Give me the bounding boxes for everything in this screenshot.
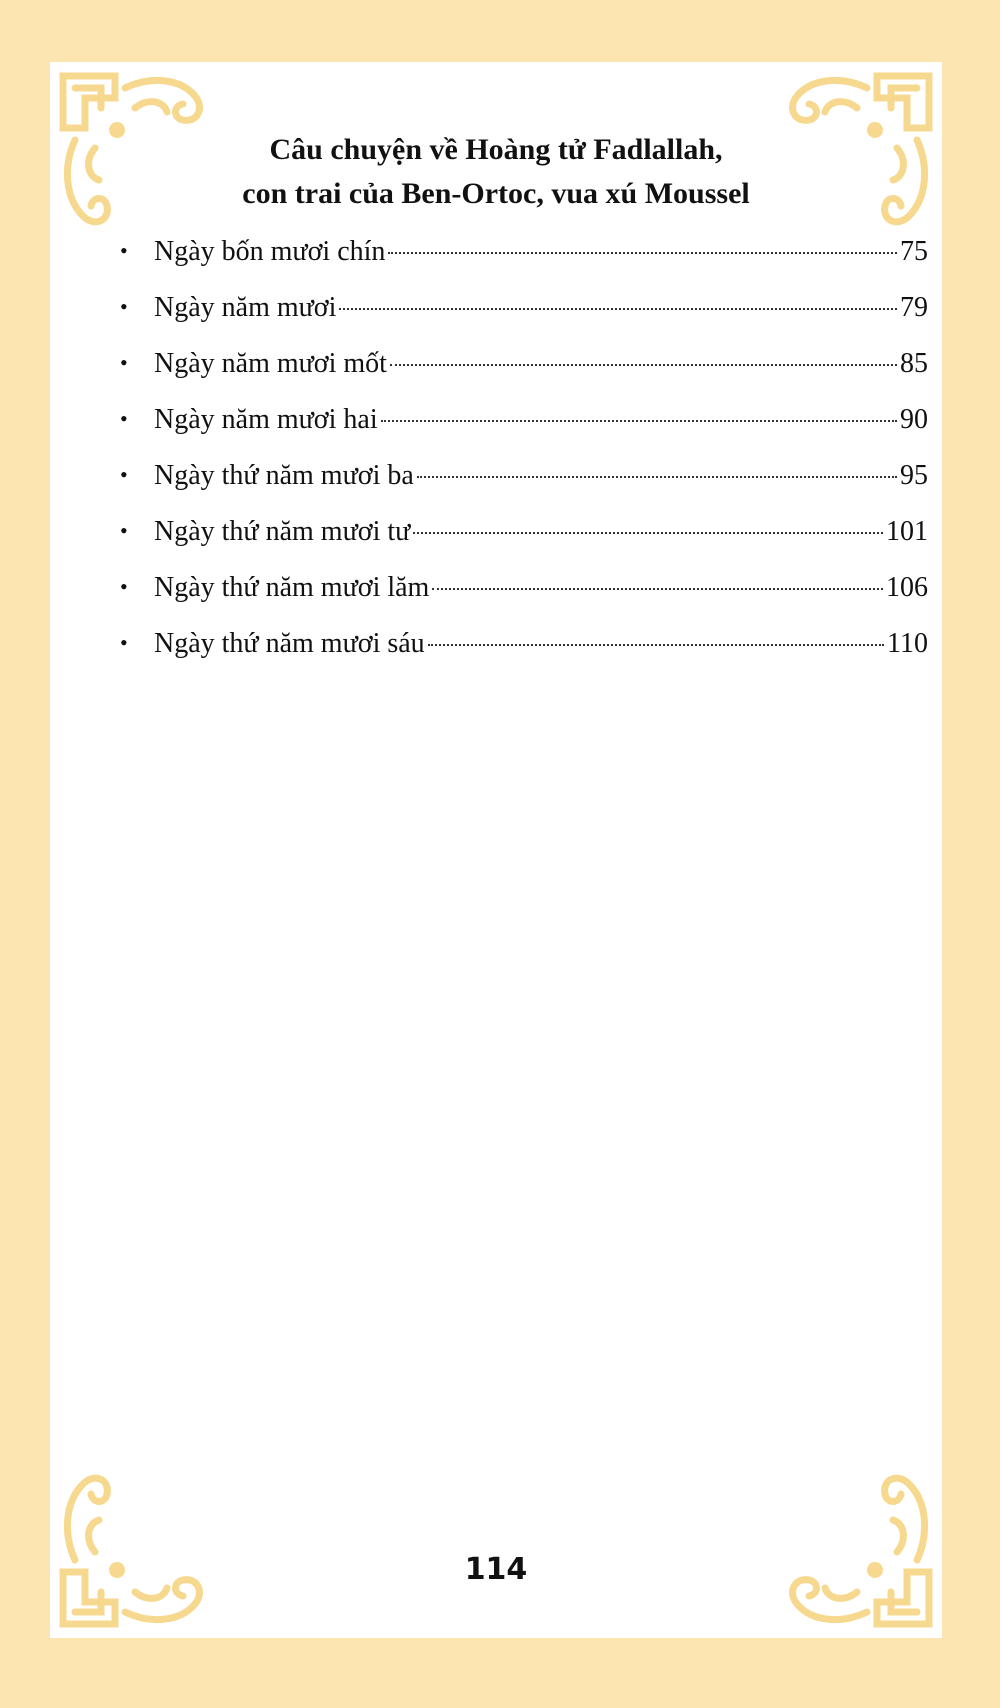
toc-entry[interactable] [120, 572, 928, 628]
toc-entry-label: Ngày bốn mươi chín [154, 236, 386, 267]
corner-ornament-icon [55, 1457, 215, 1632]
toc-entry-label: Ngày thứ năm mươi sáu [154, 628, 425, 659]
bullet-dot-icon: • [120, 238, 128, 263]
section-title [50, 128, 942, 216]
toc-entry-page: 79 [900, 292, 928, 323]
dot-leader [381, 419, 897, 422]
toc-entry-page: 75 [900, 236, 928, 267]
dot-leader [428, 643, 884, 646]
section-title-line-2: con trai của Ben-Ortoc, vua xú Moussel [242, 177, 750, 210]
toc-entry[interactable] [120, 628, 928, 684]
table-of-contents [120, 236, 928, 684]
toc-entry-label: Ngày thứ năm mươi tư [154, 516, 411, 547]
toc-entry-label: Ngày thứ năm mươi ba [154, 460, 414, 491]
dot-leader [339, 307, 897, 310]
dot-leader [432, 587, 883, 590]
toc-entry[interactable] [120, 516, 928, 572]
bullet-dot-icon: • [120, 350, 128, 375]
toc-entry[interactable] [120, 404, 928, 460]
toc-entry[interactable] [120, 292, 928, 348]
bullet-dot-icon: • [120, 462, 128, 487]
toc-entry-label: Ngày năm mươi [154, 292, 337, 323]
bullet-dot-icon: • [120, 574, 128, 599]
dot-leader [413, 531, 883, 534]
toc-entry-page: 106 [886, 572, 928, 603]
toc-entry[interactable] [120, 236, 928, 292]
bullet-dot-icon: • [120, 630, 128, 655]
toc-entry-page: 95 [900, 460, 928, 491]
bullet-dot-icon: • [120, 518, 128, 543]
toc-entry[interactable] [120, 348, 928, 404]
toc-entry-label: Ngày năm mươi hai [154, 404, 378, 435]
corner-ornament-icon [777, 1457, 937, 1632]
section-title-line-1: Câu chuyện về Hoàng tử Fadlallah, [269, 133, 723, 166]
toc-entry-label: Ngày thứ năm mươi lăm [154, 572, 430, 603]
toc-entry-page: 110 [887, 628, 928, 659]
book-page [50, 62, 942, 1638]
bullet-dot-icon: • [120, 294, 128, 319]
toc-entry-page: 101 [886, 516, 928, 547]
bullet-dot-icon: • [120, 406, 128, 431]
page-number: 114 [464, 1552, 528, 1587]
dot-leader [388, 251, 897, 254]
toc-entry-page: 85 [900, 348, 928, 379]
toc-entry[interactable] [120, 460, 928, 516]
toc-entry-label: Ngày năm mươi mốt [154, 348, 387, 379]
dot-leader [417, 475, 897, 478]
dot-leader [390, 363, 897, 366]
toc-entry-page: 90 [900, 404, 928, 435]
